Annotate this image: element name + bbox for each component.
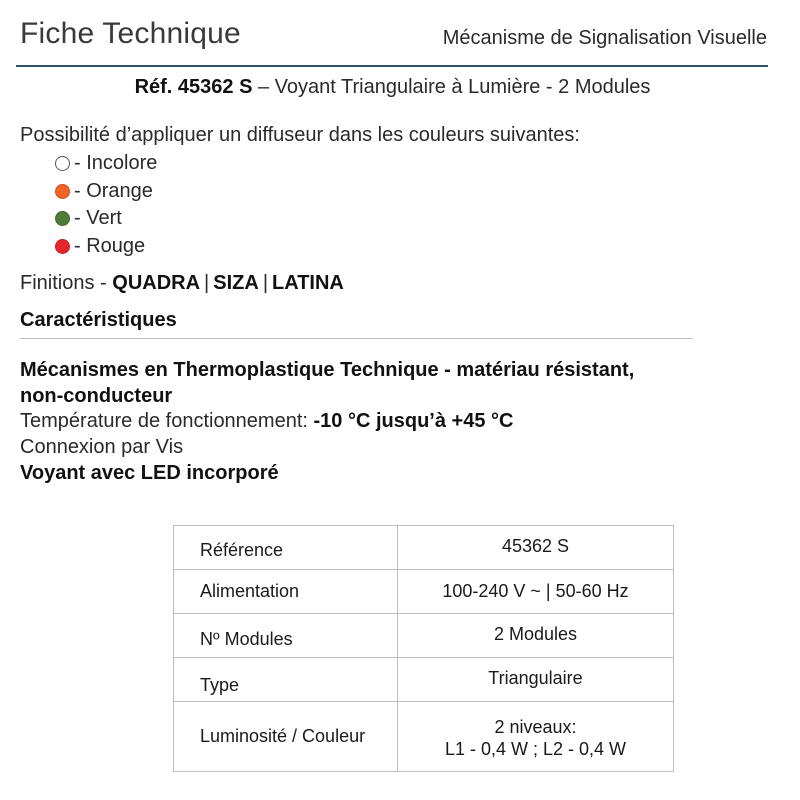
- color-dot-incolore-icon: [55, 156, 70, 171]
- finition-quadra: QUADRA: [112, 272, 201, 294]
- spec-table: [173, 525, 674, 772]
- table-key: Type: [174, 658, 398, 702]
- color-label: - Orange: [74, 180, 153, 202]
- color-label: - Incolore: [74, 152, 158, 174]
- temperature-value: -10 °C jusqu’à +45 °C: [307, 410, 514, 432]
- table-value: 100-240 V ~ | 50-60 Hz: [398, 570, 674, 614]
- table-key: Référence: [174, 526, 398, 570]
- table-key: Nº Modules: [174, 614, 398, 658]
- table-row: [174, 658, 674, 702]
- product-reference-code: Réf. 45362 S: [134, 76, 253, 98]
- product-reference-description: – Voyant Triangulaire à Lumière - 2 Modules: [252, 76, 651, 98]
- page-subtitle: Mécanisme de Signalisation Visuelle: [442, 27, 767, 49]
- page-title: Fiche Technique: [20, 17, 241, 50]
- characteristics-divider: [20, 338, 693, 339]
- table-row: [174, 702, 674, 772]
- table-value: 2 Modules: [398, 614, 674, 658]
- header-divider: [16, 65, 768, 67]
- color-item-incolore: [55, 152, 157, 175]
- table-value: [398, 702, 674, 772]
- color-dot-rouge-icon: [55, 239, 70, 254]
- color-item-vert: [55, 207, 122, 230]
- color-label: - Vert: [74, 207, 122, 229]
- finitions-line: [20, 272, 344, 295]
- color-dot-vert-icon: [55, 211, 70, 226]
- color-label: - Rouge: [74, 235, 146, 257]
- table-value-line: L1 - 0,4 W ; L2 - 0,4 W: [444, 739, 627, 759]
- color-item-orange: [55, 180, 153, 203]
- finition-latina: LATINA: [272, 272, 344, 294]
- finition-separator: |: [204, 272, 210, 294]
- diffuser-intro: Possibilité d’appliquer un diffuseur dans les couleurs suivantes:: [20, 124, 580, 146]
- table-value: Triangulaire: [398, 658, 674, 702]
- table-row: [174, 570, 674, 614]
- table-value: 45362 S: [398, 526, 674, 570]
- characteristics-connection: Connexion par Vis: [20, 436, 184, 458]
- table-key: Alimentation: [174, 570, 398, 614]
- product-reference-line: [0, 76, 785, 99]
- color-dot-orange-icon: [55, 184, 70, 199]
- finition-siza: SIZA: [213, 272, 259, 294]
- characteristics-led: Voyant avec LED incorporé: [20, 462, 279, 484]
- table-key: Luminosité / Couleur: [174, 702, 398, 772]
- characteristics-material-line2: non-conducteur: [20, 385, 173, 407]
- table-row: [174, 614, 674, 658]
- characteristics-temperature: [20, 410, 513, 433]
- table-row: [174, 526, 674, 570]
- temperature-label: Température de fonctionnement:: [20, 410, 308, 432]
- characteristics-material-line1: Mécanismes en Thermoplastique Technique - matériau résistant,: [20, 359, 635, 381]
- color-item-rouge: [55, 235, 145, 258]
- finitions-label: Finitions -: [20, 272, 107, 294]
- table-value-line: 2 niveaux:: [494, 717, 577, 737]
- characteristics-title: Caractéristiques: [20, 309, 177, 331]
- finition-separator: |: [262, 272, 269, 294]
